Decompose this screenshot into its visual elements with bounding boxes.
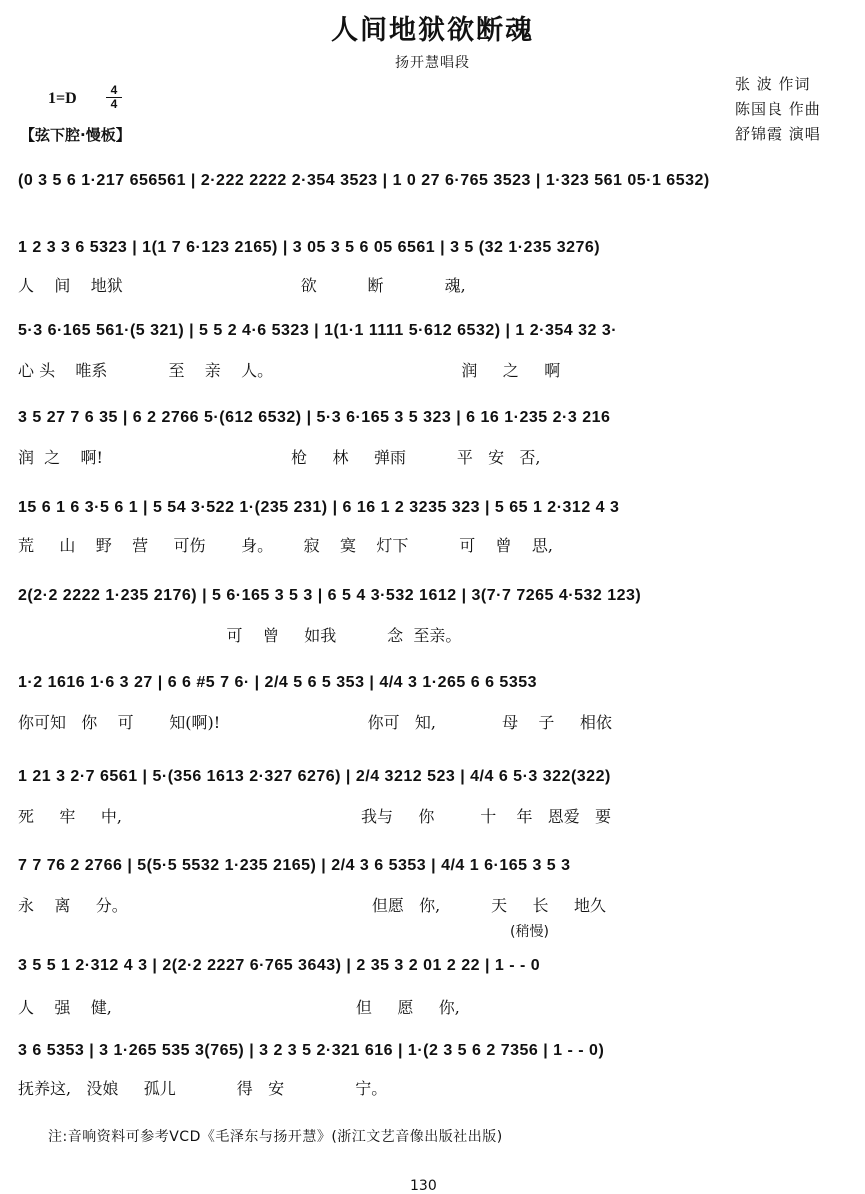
time-signature: [106, 84, 122, 111]
footnote: 注:音响资料可参考VCD《毛泽东与扬开慧》(浙江文艺音像出版社出版): [48, 1129, 503, 1145]
performer-credit: 舒锦霞 演唱: [735, 125, 821, 143]
song-title: 人间地狱欲断魂: [331, 15, 534, 46]
lyric-line: 可 曾 如我 念 至亲。: [18, 626, 462, 645]
lyric-line: 人 间 地狱 欲 断 魂,: [18, 276, 466, 295]
notation-line: 1·2 1616 1·6 3 27 | 6 6 #5 7 6· | 2/4 5 6 5 353 | 4/4 3 1·265 6 6 5353: [18, 674, 538, 691]
lyric-line: 抚养这, 没娘 孤儿 得 安 宁。: [18, 1079, 388, 1098]
notation-line: 3 6 5353 | 3 1·265 535 3(765) | 3 2 3 5 2·321 616 | 1·(2 3 5 6 2 7356 | 1 - - 0): [18, 1042, 605, 1059]
notation-line: 15 6 1 6 3·5 6 1 | 5 54 3·522 1·(235 231) | 6 16 1 2 3235 323 | 5 65 1 2·312 4 3: [18, 499, 620, 516]
composer-credit: 陈国良 作曲: [735, 100, 821, 118]
notation-line: 3 5 27 7 6 35 | 6 2 2766 5·(612 6532) | 5·3 6·165 3 5 323 | 6 16 1·235 2·3 216: [18, 409, 611, 426]
lyric-line: 人 强 健, 但 愿 你,: [18, 998, 460, 1017]
key-signature: 1=D: [48, 90, 77, 107]
style-marking: 【弦下腔·慢板】: [20, 126, 131, 144]
notation-line: 3 5 5 1 2·312 4 3 | 2(2·2 2227 6·765 3643) | 2 35 3 2 01 2 22 | 1 - - 0: [18, 957, 541, 974]
notation-line: 5·3 6·165 561·(5 321) | 5 5 2 4·6 5323 | 1(1·1 1111 5·612 6532) | 1 2·354 32 3·: [18, 322, 618, 339]
meter-bottom: 4: [106, 97, 122, 111]
credits: [735, 72, 821, 147]
lyric-line: 荒 山 野 营 可伤 身。 寂 寞 灯下 可 曾 思,: [18, 536, 553, 555]
lyricist-credit: 张 波 作词: [735, 75, 811, 93]
meter-top: 4: [110, 83, 118, 97]
song-subtitle: 扬开慧唱段: [395, 55, 470, 71]
notation-line: (0 3 5 6 1·217 656561 | 2·222 2222 2·354 3523 | 1 0 27 6·765 3523 | 1·323 561 05·1 6532): [18, 172, 710, 189]
notation-line: 1 2 3 3 6 5323 | 1(1 7 6·123 2165) | 3 05 3 5 6 05 6561 | 3 5 (32 1·235 3276): [18, 239, 601, 256]
lyric-line: 死 牢 中, 我与 你 十 年 恩爱 要: [18, 807, 612, 826]
lyric-line: 润 之 啊! 枪 林 弹雨 平 安 否,: [18, 448, 541, 467]
lyric-line: 你可知 你 可 知(啊)! 你可 知, 母 子 相依: [18, 713, 612, 732]
lyric-line: 心 头 唯系 至 亲 人。 润 之 啊: [18, 361, 561, 380]
notation-line: 7 7 76 2 2766 | 5(5·5 5532 1·235 2165) | 2/4 3 6 5353 | 4/4 1 6·165 3 5 3: [18, 857, 571, 874]
notation-line: 2(2·2 2222 1·235 2176) | 5 6·165 3 5 3 | 6 5 4 3·532 1612 | 3(7·7 7265 4·532 123): [18, 587, 642, 604]
lyric-line: 永 离 分。 但愿 你, 天 长 地久: [18, 896, 606, 915]
page-number: 130: [410, 1178, 437, 1194]
tempo-marking: (稍慢): [510, 924, 549, 940]
notation-line: 1 21 3 2·7 6561 | 5·(356 1613 2·327 6276) | 2/4 3212 523 | 4/4 6 5·3 322(322): [18, 768, 611, 785]
